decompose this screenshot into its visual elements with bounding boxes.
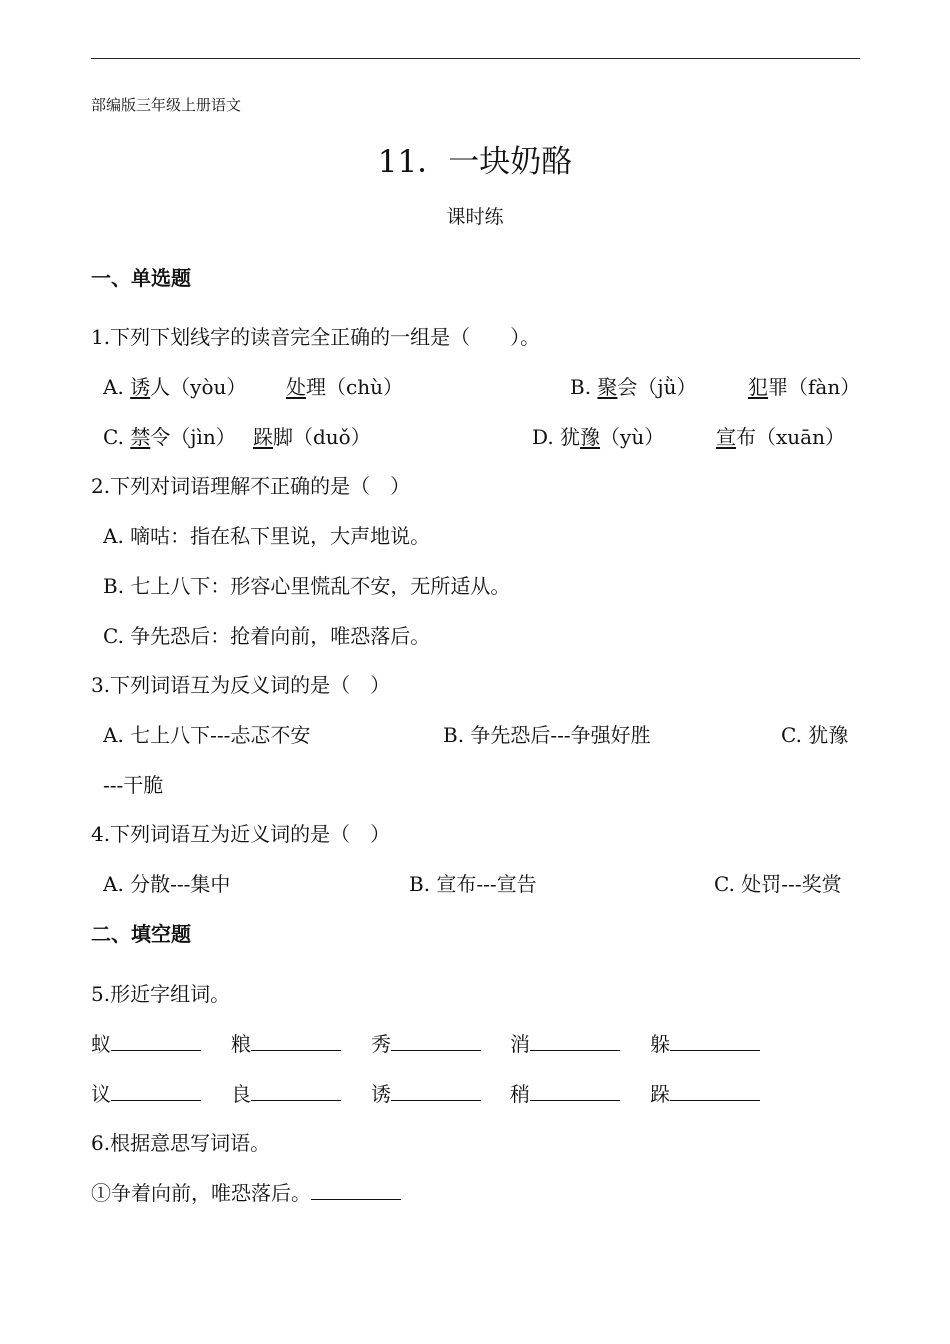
word-blank[interactable]: 稍 [510, 1078, 620, 1107]
question-1-option-d: D. 犹豫（yù） [532, 425, 665, 449]
question-3-option-a: A. 七上八下---忐忑不安 [103, 723, 311, 747]
word-blank[interactable]: 诱 [371, 1078, 481, 1107]
question-4-option-c: C. 处罚---奖赏 [714, 872, 842, 896]
page-subtitle: 课时练 [446, 206, 504, 228]
question-1-option-d-second: 宣布（xuān） [716, 425, 845, 449]
page-title: 11．一块奶酪 [377, 144, 573, 180]
question-1-option-b: B. 聚会（jǜ） [570, 375, 697, 399]
question-1-option-c-second: 跺脚（duǒ） [253, 425, 371, 449]
question-4-stem: 4.下列词语互为近义词的是（ ） [91, 822, 391, 846]
question-1-option-a: A. 诱人（yòu） [103, 375, 247, 399]
question-1-option-c: C. 禁令（jìn） [103, 425, 236, 449]
word-blank[interactable]: 跺 [650, 1078, 760, 1107]
question-2-stem: 2.下列对词语理解不正确的是（ ） [91, 474, 411, 498]
word-blank[interactable]: 躲 [650, 1028, 760, 1057]
document-header: 部编版三年级上册语文 [91, 96, 242, 114]
section-heading-single-choice: 一、单选题 [91, 266, 191, 290]
section-heading-fill-blank: 二、填空题 [91, 922, 191, 946]
word-blank[interactable]: 良 [231, 1078, 341, 1107]
question-1-option-a-second: 处理（chù） [286, 375, 403, 399]
question-2-option-a: A. 嘀咕：指在私下里说，大声地说。 [103, 524, 431, 548]
question-3-option-c: C. 犹豫 [781, 723, 849, 747]
word-blank[interactable]: 蚁 [91, 1028, 201, 1057]
question-2-option-b: B. 七上八下：形容心里慌乱不安，无所适从。 [103, 574, 511, 598]
question-6-stem: 6.根据意思写词语。 [91, 1131, 271, 1155]
word-blank[interactable]: 粮 [231, 1028, 341, 1057]
question-1-stem: 1.下列下划线字的读音完全正确的一组是（ ）。 [91, 325, 541, 349]
question-6-item-1[interactable]: ①争着向前，唯恐落后。 [91, 1177, 401, 1206]
word-blank[interactable]: 消 [510, 1028, 620, 1057]
question-4-option-b: B. 宣布---宣告 [409, 872, 537, 896]
question-3-option-c-continued: ---干脆 [103, 773, 164, 797]
question-2-option-c: C. 争先恐后：抢着向前，唯恐落后。 [103, 624, 431, 648]
question-1-option-b-second: 犯罪（fàn） [748, 375, 861, 399]
question-4-option-a: A. 分散---集中 [103, 872, 231, 896]
question-3-stem: 3.下列词语互为反义词的是（ ） [91, 673, 391, 697]
question-3-option-b: B. 争先恐后---争强好胜 [443, 723, 651, 747]
word-blank[interactable]: 秀 [371, 1028, 481, 1057]
word-blank[interactable]: 议 [91, 1078, 201, 1107]
question-5-stem: 5.形近字组词。 [91, 982, 231, 1006]
header-rule [91, 58, 860, 59]
